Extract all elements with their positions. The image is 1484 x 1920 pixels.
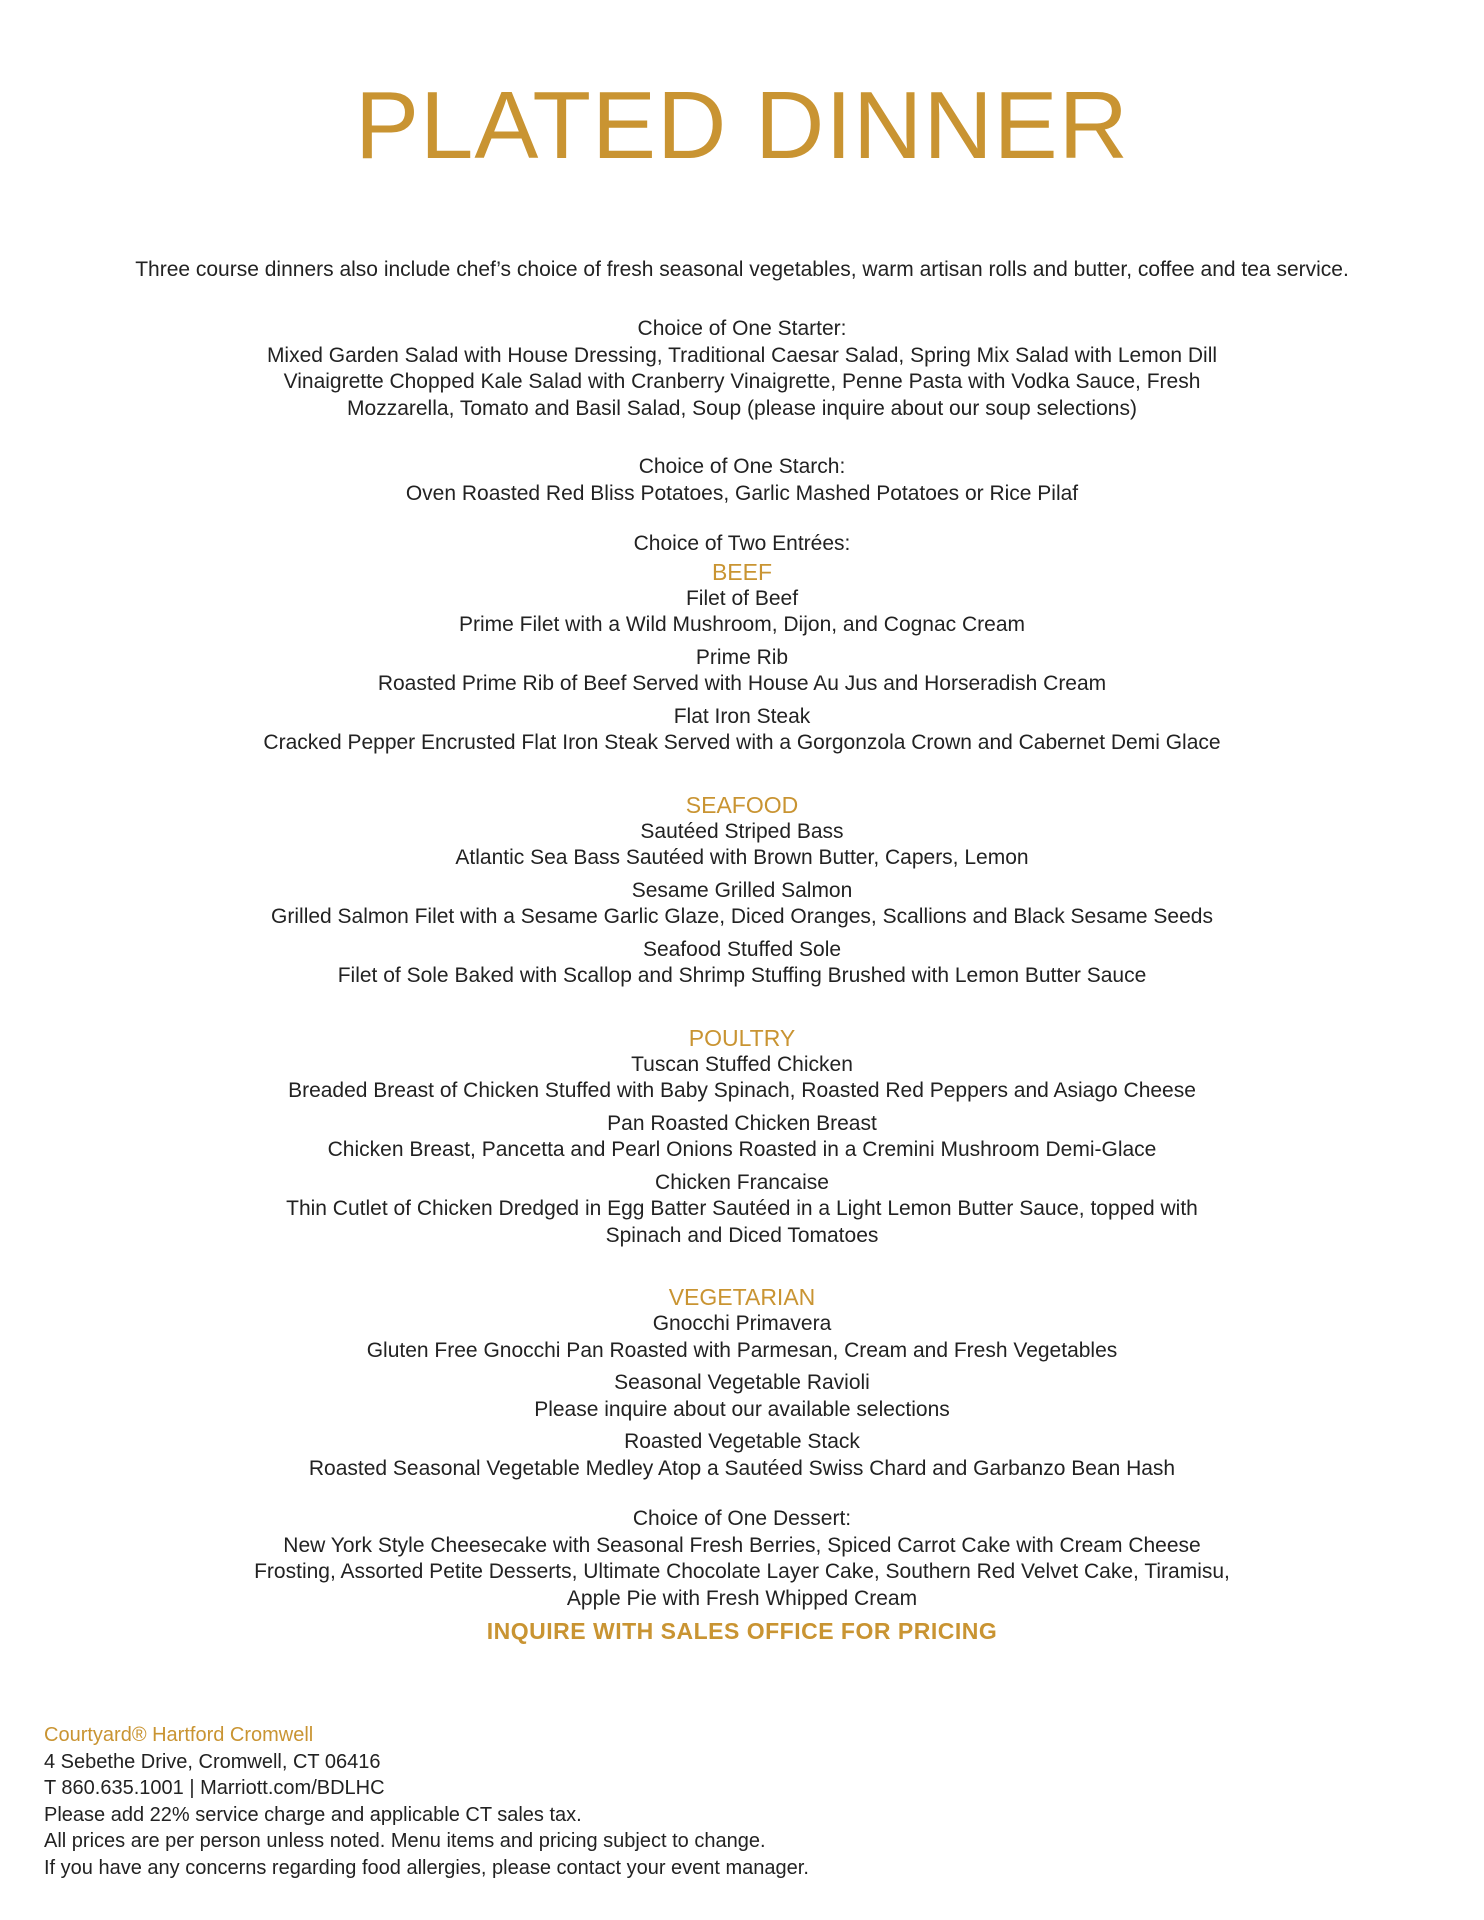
hotel-address: 4 Sebethe Drive, Cromwell, CT 06416 xyxy=(44,1750,381,1773)
intro-text: Three course dinners also include chef’s choice of fresh seasonal vegetables, warm artisan rolls and butter, coffee and tea service. xyxy=(135,258,1349,281)
pricing-note: INQUIRE WITH SALES OFFICE FOR PRICING xyxy=(486,1618,998,1644)
item-desc: Atlantic Sea Bass Sautéed with Brown Butter, Capers, Lemon xyxy=(455,846,1029,869)
item-name: Tuscan Stuffed Chicken xyxy=(631,1052,853,1076)
item-name: Chicken Francaise xyxy=(655,1170,829,1194)
page-title: PLATED DINNER xyxy=(354,72,1129,179)
item-name: Pan Roasted Chicken Breast xyxy=(607,1111,877,1135)
category-poultry: POULTRY xyxy=(688,1024,796,1051)
item-name: Seasonal Vegetable Ravioli xyxy=(614,1371,870,1394)
dessert-line: Apple Pie with Fresh Whipped Cream xyxy=(566,1586,918,1610)
item-desc: Breaded Breast of Chicken Stuffed with Baby Spinach, Roasted Red Peppers and Asiago Cheese xyxy=(288,1079,1196,1102)
pricing-disclaimer: All prices are per person unless noted. Menu items and pricing subject to change. xyxy=(44,1830,766,1852)
category-beef: BEEF xyxy=(711,558,773,585)
item-name: Prime Rib xyxy=(695,645,789,669)
dessert-heading: Choice of One Dessert: xyxy=(632,1507,852,1530)
service-charge-note: Please add 22% service charge and applicable CT sales tax. xyxy=(44,1803,582,1826)
item-name: Sautéed Striped Bass xyxy=(640,819,844,843)
allergy-note: If you have any concerns regarding food allergies, please contact your event manager. xyxy=(44,1856,809,1879)
starch-text: Oven Roasted Red Bliss Potatoes, Garlic Mashed Potatoes or Rice Pilaf xyxy=(405,481,1079,505)
dessert-line: New York Style Cheesecake with Seasonal Fresh Berries, Spiced Carrot Cake with Cream Cheese xyxy=(283,1533,1201,1557)
item-name: Roasted Vegetable Stack xyxy=(624,1430,860,1453)
menu-body xyxy=(0,316,1484,1648)
item-name: Filet of Beef xyxy=(685,586,799,610)
item-desc: Cracked Pepper Encrusted Flat Iron Steak Served with a Gorgonzola Crown and Cabernet Demi Glace xyxy=(263,731,1221,754)
item-desc: Prime Filet with a Wild Mushroom, Dijon, and Cognac Cream xyxy=(458,613,1026,636)
item-desc: Spinach and Diced Tomatoes xyxy=(605,1223,879,1247)
item-name: Seafood Stuffed Sole xyxy=(642,937,842,961)
item-desc: Roasted Prime Rib of Beef Served with House Au Jus and Horseradish Cream xyxy=(377,672,1107,695)
starter-heading: Choice of One Starter: xyxy=(637,317,847,340)
starter-line: Vinaigrette Chopped Kale Salad with Cranberry Vinaigrette, Penne Pasta with Vodka Sauce, Fresh xyxy=(283,370,1201,393)
item-desc: Gluten Free Gnocchi Pan Roasted with Parmesan, Cream and Fresh Vegetables xyxy=(366,1338,1118,1362)
item-name: Sesame Grilled Salmon xyxy=(631,878,853,902)
item-desc: Filet of Sole Baked with Scallop and Shrimp Stuffing Brushed with Lemon Butter Sauce xyxy=(337,964,1147,987)
item-desc: Chicken Breast, Pancetta and Pearl Onions Roasted in a Cremini Mushroom Demi-Glace xyxy=(327,1138,1157,1161)
entrees-heading: Choice of Two Entrées: xyxy=(633,532,851,555)
starch-heading: Choice of One Starch: xyxy=(638,455,846,478)
item-name: Flat Iron Steak xyxy=(673,704,811,728)
item-desc: Roasted Seasonal Vegetable Medley Atop a Sautéed Swiss Chard and Garbanzo Bean Hash xyxy=(308,1456,1176,1480)
footer xyxy=(44,1722,809,1881)
starter-line: Mixed Garden Salad with House Dressing, Traditional Caesar Salad, Spring Mix Salad with Lemon Dill xyxy=(266,343,1218,367)
category-vegetarian: VEGETARIAN xyxy=(668,1284,816,1310)
starter-line: Mozzarella, Tomato and Basil Salad, Soup (please inquire about our soup selections) xyxy=(347,396,1137,420)
hotel-contact: T 860.635.1001 | Marriott.com/BDLHC xyxy=(44,1777,385,1799)
item-name: Gnocchi Primavera xyxy=(652,1312,832,1335)
category-seafood: SEAFOOD xyxy=(685,791,799,818)
item-desc: Thin Cutlet of Chicken Dredged in Egg Batter Sautéed in a Light Lemon Butter Sauce, topped with xyxy=(286,1197,1198,1220)
hotel-brand: Courtyard® Hartford Cromwell xyxy=(44,1724,314,1746)
item-desc: Please inquire about our available selections xyxy=(534,1397,950,1421)
item-desc: Grilled Salmon Filet with a Sesame Garlic Glaze, Diced Oranges, Scallions and Black Sesame Seeds xyxy=(271,905,1213,928)
dessert-line: Frosting, Assorted Petite Desserts, Ultimate Chocolate Layer Cake, Southern Red Velvet Cake, Tiramisu, xyxy=(254,1560,1230,1583)
